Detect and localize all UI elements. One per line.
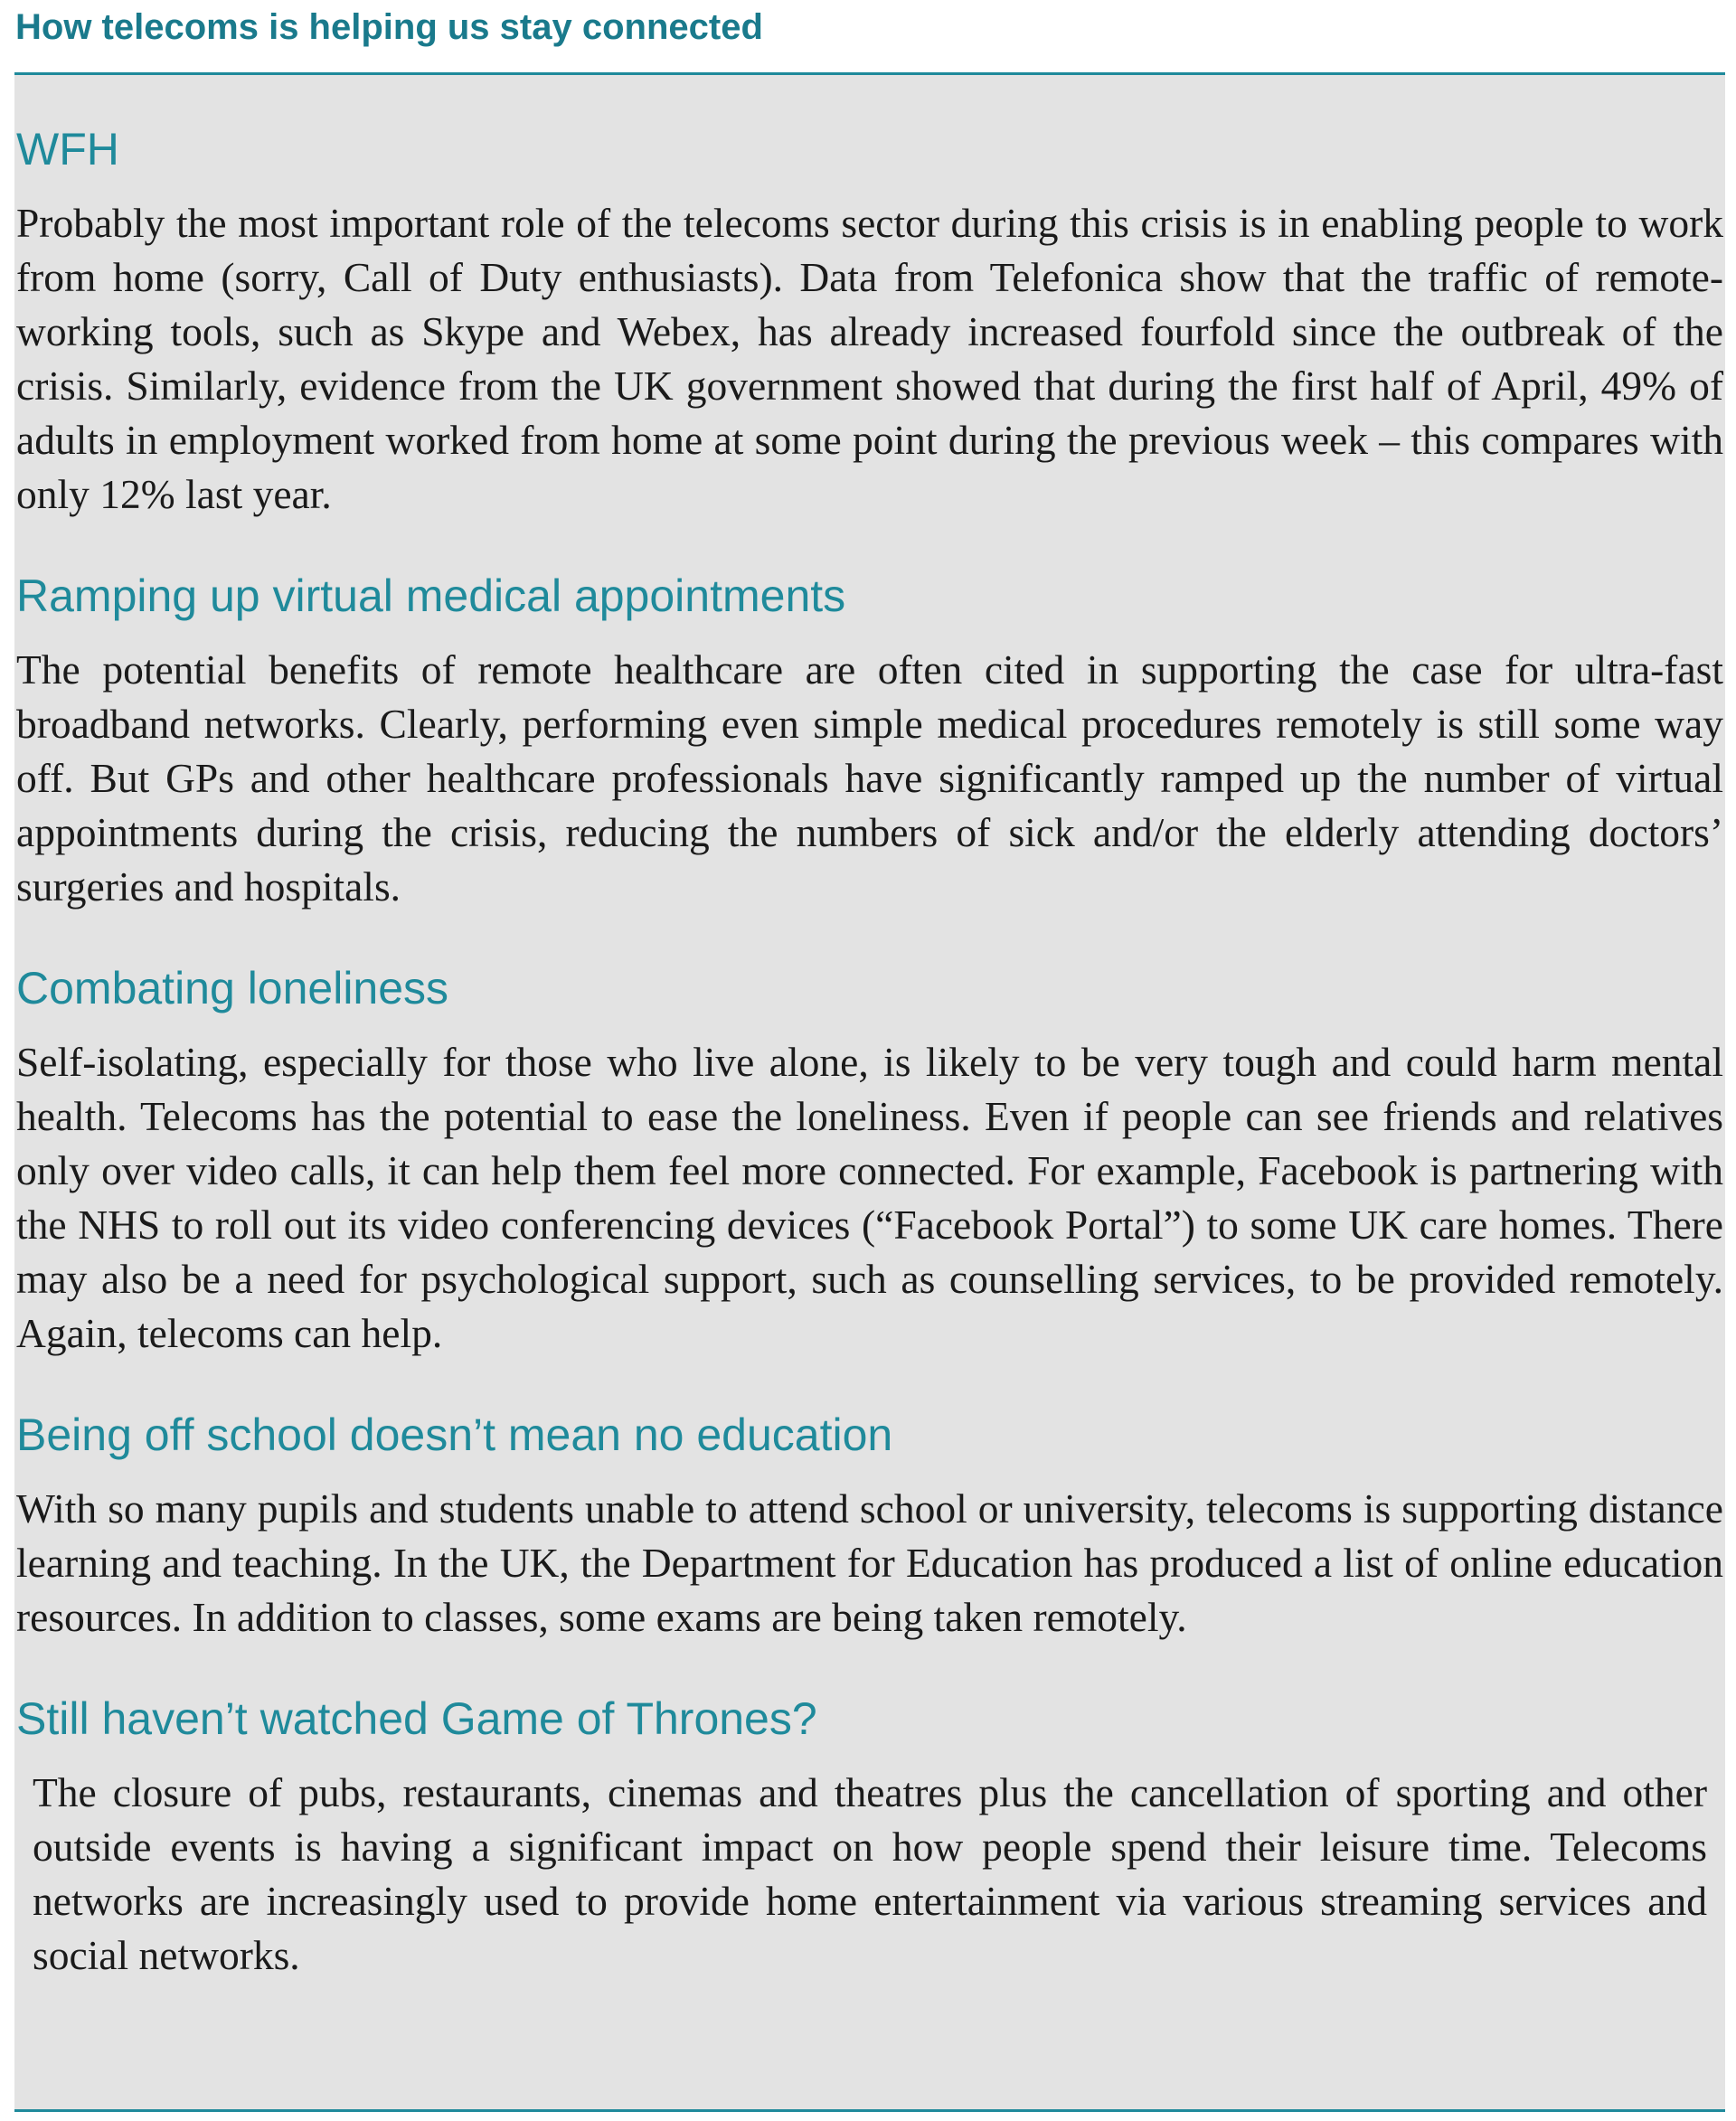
section-body: Probably the most important role of the telecoms sector during this crisis is in enabling people to work from home (sorry, Call of Duty enthusiasts). Data from Telefonica show that the traffic of remote-working tools, such as Skype and Webex, has already increased fourfold since the outbreak of the crisis. Similarly, evidence from the UK government showed that during the first half of April, 49% of adults in employment worked from home at some point during the previous week – this compares with only 12% last year. <box>16 200 1723 517</box>
section-heading: Still haven’t watched Game of Thrones? <box>16 1693 817 1744</box>
section-education <box>16 1408 1723 1645</box>
section-body: With so many pupils and students unable to attend school or university, telecoms is supporting distance learning and teaching. In the UK, the Department for Education has produced a list of online education resources. In addition to classes, some exams are being taken remotely. <box>16 1485 1723 1640</box>
section-entertainment <box>16 1692 1723 1983</box>
section-wfh <box>16 122 1723 522</box>
section-heading: Combating loneliness <box>16 963 449 1013</box>
section-body: The potential benefits of remote healthcare are often cited in supporting the case for ultra-fast broadband networks. Clearly, performing even simple medical procedures remotely is still some way off. But GPs and other healthcare professionals have significantly ramped up the number of virtual appointments during the crisis, reducing the numbers of sick and/or the elderly attending doctors’ surgeries and hospitals. <box>16 646 1723 910</box>
section-heading: WFH <box>16 124 119 174</box>
article-panel <box>14 72 1725 2112</box>
page-title: How telecoms is helping us stay connected <box>15 7 763 47</box>
section-loneliness <box>16 961 1723 1361</box>
section-heading: Ramping up virtual medical appointments <box>16 570 846 621</box>
section-virtual-medical <box>16 569 1723 914</box>
section-heading: Being off school doesn’t mean no education <box>16 1409 893 1460</box>
section-body: The closure of pubs, restaurants, cinemas and theatres plus the cancellation of sporting and other outside events is having a significant impact on how people spend their leisure time. Telecoms networks are increasingly used to provide home entertainment via various streaming services and social networks. <box>33 1769 1707 1978</box>
section-body: Self-isolating, especially for those who live alone, is likely to be very tough and could harm mental health. Telecoms has the potential to ease the loneliness. Even if people can see friends and relatives only over video calls, it can help them feel more connected. For example, Facebook is partnering with the NHS to roll out its video conferencing devices (“Facebook Portal”) to some UK care homes. There may also be a need for psychological support, such as counselling services, to be provided remotely. Again, telecoms can help. <box>16 1039 1723 1356</box>
